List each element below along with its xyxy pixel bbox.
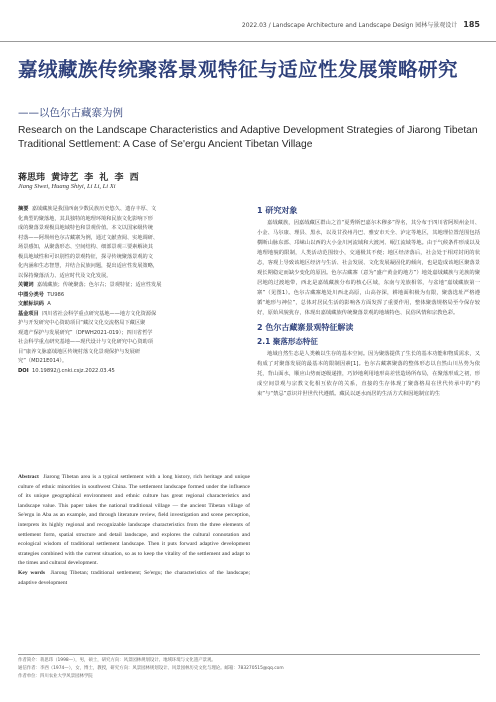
title-zh: 嘉绒藏族传统聚落景观特征与适应性发展策略研究	[18, 58, 459, 81]
subtitle-zh: ——以色尔古藏寨为例	[18, 107, 123, 119]
section-1-heading: 1 研究对象	[257, 206, 298, 215]
fund-line: 护与开发研究中心资助项目“藏汉文化交流格局下藏区聚	[18, 320, 146, 326]
clc-label: 中图分类号	[18, 291, 44, 298]
abstract-zh-line: 以保持聚落活力、适应时代及文化发展。	[18, 272, 112, 279]
keywords-en-label: Key words	[18, 569, 46, 576]
journal-line: 2022.03 / Landscape Architecture and Landscape Design 园林与景观设计	[241, 22, 458, 29]
abstract-zh-label: 摘要	[18, 206, 29, 212]
keywords-en-text: Jiarong Tibetan; traditional settlement; Se'ergu; the characteristics of the landscape; adaptive development	[18, 569, 250, 586]
keywords-zh-text: 嘉绒藏族；传统聚落；色尔古；景观特征；适应性发展	[36, 282, 162, 288]
page-number: 185	[463, 20, 480, 29]
fund-line-1	[18, 310, 156, 319]
keywords-zh	[18, 281, 161, 290]
fund-line: 究”（MD21E014）。	[18, 358, 68, 364]
abstract-zh-line: 化典型的聚落地，其具独特的地理环境和民族文化影响下形	[18, 215, 153, 222]
fund-line: 社会科学重点研究基地——现代设计与文化研究中心资助项	[18, 339, 153, 345]
doi	[18, 367, 115, 376]
doi-label: DOI	[18, 367, 29, 374]
section-1-paragraph: 嘉绒藏族，因嘉绒藏区群山之首“夏秀斯巴嘉尔木穆多”得名，其分布于四川省阿坝州金川、小金、马尔康、理县、黑水，以及甘孜州丹巴、雅安市天全、泸定等地区，其地理位置范围包括横断山脉东部、邛崃山以西的大小金川河流域和大渡河、岷江流域等地。由于气候条件形成以及地理地貌的限制，人类活动范围较小，交通极其不便；地区经济落后，社会处于相对封闭的状态，客观上导致该地区经济与生活、社会发展、文化发展凝固化的倾向，也是造成该地区聚落景观长期稳定而缺少变化的原因。色尔古藏寨（意为“盛产黄金的地方”）地处嘉绒藏族与羌族的聚居地的过渡地带，西北是嘉绒藏族分布的核心区域，东南与羌族相邻，与盆地“嘉绒藏族第一寨”（见图1）。色尔古藏寨地处川西北高原，山高谷深，耕地面积极为有限，聚落选址严格遵循“地形与神位”，总体对居民生活的影响各方面发挥了重要作用，整体聚落规格局至今保存较好，原始风貌犹存，体现出嘉绒藏族传统聚落景观的地域特色、民俗风情和宗教色彩。	[257, 220, 480, 316]
abstract-zh-text: 嘉绒藏族是我国西南少数民族历史悠久、遗存丰厚、文	[31, 206, 157, 212]
footnote-corresponding-author: 通信作者：李西（1974—），女，博士，教授，研究方向：风景园林规划设计、风景园林历史文化与理论。邮箱：783270515@qq.com	[18, 666, 284, 671]
abstract-zh-line: 村落——阿坝州色尔古藏寨为例，通过文献查阅、实地调研、	[18, 234, 159, 241]
footnote-author-bio: 作者简介：蒋思玮（1998—），男，硕士，研究方向：风景园林规划设计、地域环境与文化遗产景观。	[18, 658, 216, 663]
fund-line: 观遗产保护与发展研究”（DFWH2021-019）；四川省哲学	[18, 329, 153, 336]
footnote-rule	[18, 654, 480, 655]
doc-code	[18, 300, 51, 309]
footnote-affiliation: 作者单位：四川农业大学风景园林学院	[18, 674, 93, 679]
abstract-zh-line: 极具地域性和可识别性的景观特征，探寻传统聚落景观的文	[18, 253, 153, 260]
doc-code-label: 文献标识码	[18, 301, 44, 307]
title-en: Research on the Landscape Characteristics and Adaptive Development Strategies of Jiarong Tibetan Traditional Settlement: A Case of Se'ergu Ancient Tibetan Village	[18, 125, 478, 150]
running-header	[242, 20, 480, 29]
header-rule	[0, 41, 496, 42]
fund-text: 四川省社会科学重点研究基地——地方文化资源保	[42, 310, 157, 317]
section-2-1-heading: 2.1 聚落形态特征	[257, 337, 318, 346]
clc-code: TU986	[47, 291, 65, 298]
body-column	[257, 205, 480, 399]
section-2-1-paragraph: 地域自然生态是人类赖以生存的基本空间。因为聚落提供了生长的基本功能和物质需求，又构成了对聚落发展的最基本的限制因素[1]。色尔古藏寨聚落的整体形态以自然山川丛势为依托，背山面水，顺应山势而逐级递推，巧妙地利用地形高差营造场所布局，在聚落形成之初，形成空间景观与宗教文化相互依存的关系，直接的生存体现了聚落格局在世代传承中的“约束”与“禁忌”意识并世世代代遵循。藏民以逐水而居的生活方式和因地制宜的生	[257, 351, 480, 397]
section-2-heading: 2 色尔古藏寨景观特征解读	[257, 323, 354, 332]
abstract-zh-line: 成的聚落景观极具地域特色和景观价值。本文以国家级传统	[18, 225, 153, 231]
keywords-zh-label: 关键词	[18, 282, 34, 288]
abstract-zh-line: 化内涵和生态智慧，并结合民族问题，提出适应性发展策略，	[18, 263, 159, 269]
abstract-en-text: Jiarong Tibetan area is a typical settlement with a long history, rich heritage and unique culture of ethnic minorities in southwest China. The settlement landscape formed under the influence of its unique geographical environment and ethnic culture has great regional characteristics and landscape value. This paper takes the national traditional village — the ancient Tibetan village of Se'ergu in Aba as an example, and through literature review, field investigation and scene perception, interprets its highly regional and recognizable landscape characteristics from the three elements of settlement form, spatial structure and detail landscape, and explores the cultural connotation and ecological wisdom of traditional settlement landscape. Then it puts forward adaptive development strategies combined with the current situation, so as to keep the vitality of the settlement and adapt to the times and cultural development.	[18, 474, 250, 567]
doi-value: 10.19892/j.cnki.csjz.2022.03.45	[31, 367, 115, 374]
abstract-zh-line-1	[18, 205, 156, 214]
abstract-zh-line: 场景感知，从聚落形态、空间结构、细部景观三要素解读其	[18, 244, 153, 250]
fund-line: 目“康养文脉嘉绒地区传统村落文化景观保护与发展研	[18, 348, 141, 355]
authors-zh: 蒋思玮 黄诗艺 李 礼 李 西	[18, 173, 139, 183]
fund-label: 基金项目	[18, 310, 39, 317]
doc-code-value: A	[47, 301, 51, 307]
abstract-en	[18, 473, 250, 588]
abstract-en-label: Abstract	[18, 474, 39, 480]
clc	[18, 291, 64, 300]
authors-en: Jiang Siwei, Huang Shiyi, Li Li, Li Xi	[18, 183, 116, 190]
